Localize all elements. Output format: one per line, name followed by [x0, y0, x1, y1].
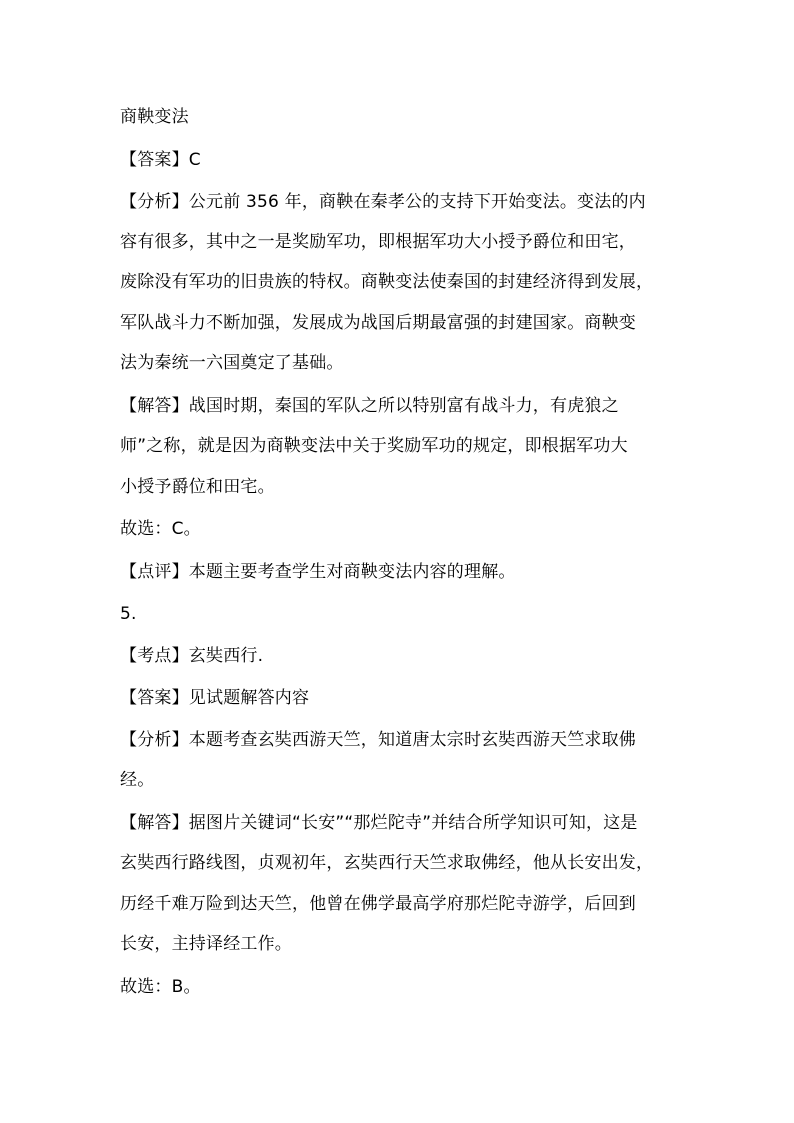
- text-line: 玄奘西行路线图，贞观初年，玄奘西行天竺求取佛经，他从长安出发，: [120, 853, 654, 873]
- text-line: 法为秦统一六国奠定了基础。: [120, 353, 344, 373]
- question-number: 5.: [120, 604, 137, 624]
- text-line: 长安，主持译经工作。: [120, 934, 292, 954]
- text-line-answer: 【答案】见试题解答内容: [120, 688, 310, 708]
- text-line: 废除没有军功的旧贵族的特权。商鞅变法使秦国的封建经济得到发展，: [120, 272, 654, 292]
- text-line-comment: 【点评】本题主要考查学生对商鞅变法内容的理解。: [120, 562, 516, 582]
- text-line-analysis: 【分析】公元前 356 年，商鞅在秦孝公的支持下开始变法。变法的内: [120, 192, 646, 212]
- text-line: 容有很多，其中之一是奖励军功，即根据军功大小授予爵位和田宅，: [120, 232, 636, 252]
- text-line-topic: 商鞅变法: [120, 107, 189, 127]
- text-line-solution: 【解答】战国时期，秦国的军队之所以特别富有战斗力，有虎狼之: [120, 396, 619, 416]
- text-line-choice: 故选：C。: [120, 519, 201, 539]
- text-line-solution: 【解答】据图片关键词“长安”“那烂陀寺”并结合所学知识可知，这是: [120, 813, 638, 833]
- text-line-answer: 【答案】C: [120, 150, 201, 170]
- text-line: 小授予爵位和田宅。: [120, 477, 275, 497]
- text-line: 历经千难万险到达天竺，他曾在佛学最高学府那烂陀寺游学，后回到: [120, 894, 636, 914]
- text-line: 师”之称，就是因为商鞅变法中关于奖励军功的规定，即根据军功大: [120, 436, 628, 456]
- text-line-choice: 故选：B。: [120, 977, 201, 997]
- text-line: 军队战斗力不断加强，发展成为战国后期最富强的封建国家。商鞅变: [120, 313, 636, 333]
- text-line-analysis: 【分析】本题考查玄奘西游天竺，知道唐太宗时玄奘西游天竺求取佛: [120, 730, 636, 750]
- text-line-topic-point: 【考点】玄奘西行.: [120, 646, 264, 666]
- text-line: 经。: [120, 770, 155, 790]
